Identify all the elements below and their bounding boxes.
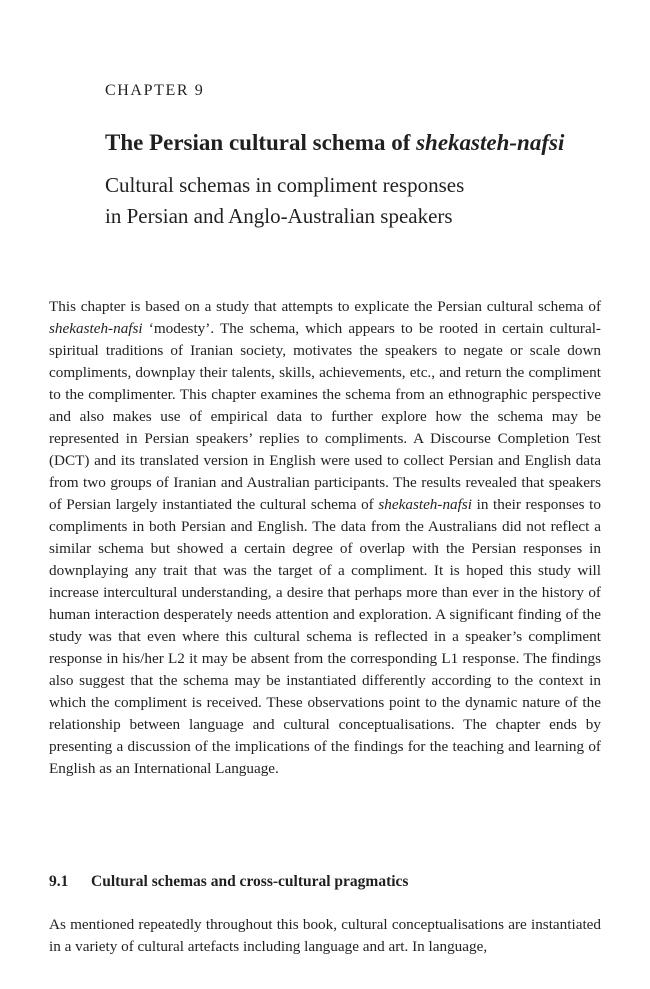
chapter-subtitle	[105, 170, 625, 232]
section-number: 9.1	[49, 873, 69, 890]
chapter-subtitle-line-1: Cultural schemas in compliment responses	[105, 173, 465, 197]
chapter-title-text: The Persian cultural schema of	[105, 130, 417, 155]
chapter-subtitle-line-2: in Persian and Anglo-Australian speakers	[105, 204, 453, 228]
section-heading	[49, 871, 601, 893]
chapter-title-italic: shekasteh-nafsi	[416, 130, 565, 155]
abstract-italic-term-1: shekasteh-nafsi	[49, 320, 143, 337]
abstract-italic-term-2: shekasteh-nafsi	[378, 496, 472, 513]
abstract-text-3: in their responses to compliments in both Persian and English. The data from the Australians did not reflect a similar schema but showed a certain degree of overlap with the Persian responses in downplaying any trait that was the target of a compliment. It is hoped this study will increase intercultural understanding, a desire that perhaps more than ever in the history of human interaction desperately needs attention and exploration. A significant finding of the study was that even where this cultural schema is reflected in a speaker’s compliment response in his/her L2 it may be absent from the corresponding L1 response. The findings also suggest that the schema may be instantiated differently according to the context in which the compliment is received. These observations point to the dynamic nature of the relationship between language and cultural conceptualisations. The chapter ends by presenting a discussion of the implications of the findings for the teaching and learning of English as an International Language.	[49, 496, 601, 777]
chapter-abstract	[49, 296, 601, 780]
abstract-text-1: This chapter is based on a study that attempts to explicate the Persian cultural schema of	[49, 298, 601, 315]
chapter-title	[105, 128, 625, 158]
section-title: Cultural schemas and cross-cultural pragmatics	[91, 873, 409, 890]
abstract-text-2: ‘modesty’. The schema, which appears to be rooted in certain cultural-spiritual traditions of Iranian society, motivates the speakers to negate or scale down compliments, downplay their talents, skills, achievements, etc., and return the compliment to the complimenter. This chapter examines the schema from an ethnographic perspective and also makes use of empirical data to further explore how the schema may be represented in Persian speakers’ replies to compliments. A Discourse Completion Test (DCT) and its translated version in English were used to collect Persian and English data from two groups of Iranian and Australian participants. The results revealed that speakers of Persian largely instantiated the cultural schema of	[49, 320, 601, 513]
chapter-label: CHAPTER 9	[105, 82, 205, 99]
section-body-text: As mentioned repeatedly throughout this book, cultural conceptualisations are instantiated in a variety of cultural artefacts including language and art. In language,	[49, 916, 601, 955]
